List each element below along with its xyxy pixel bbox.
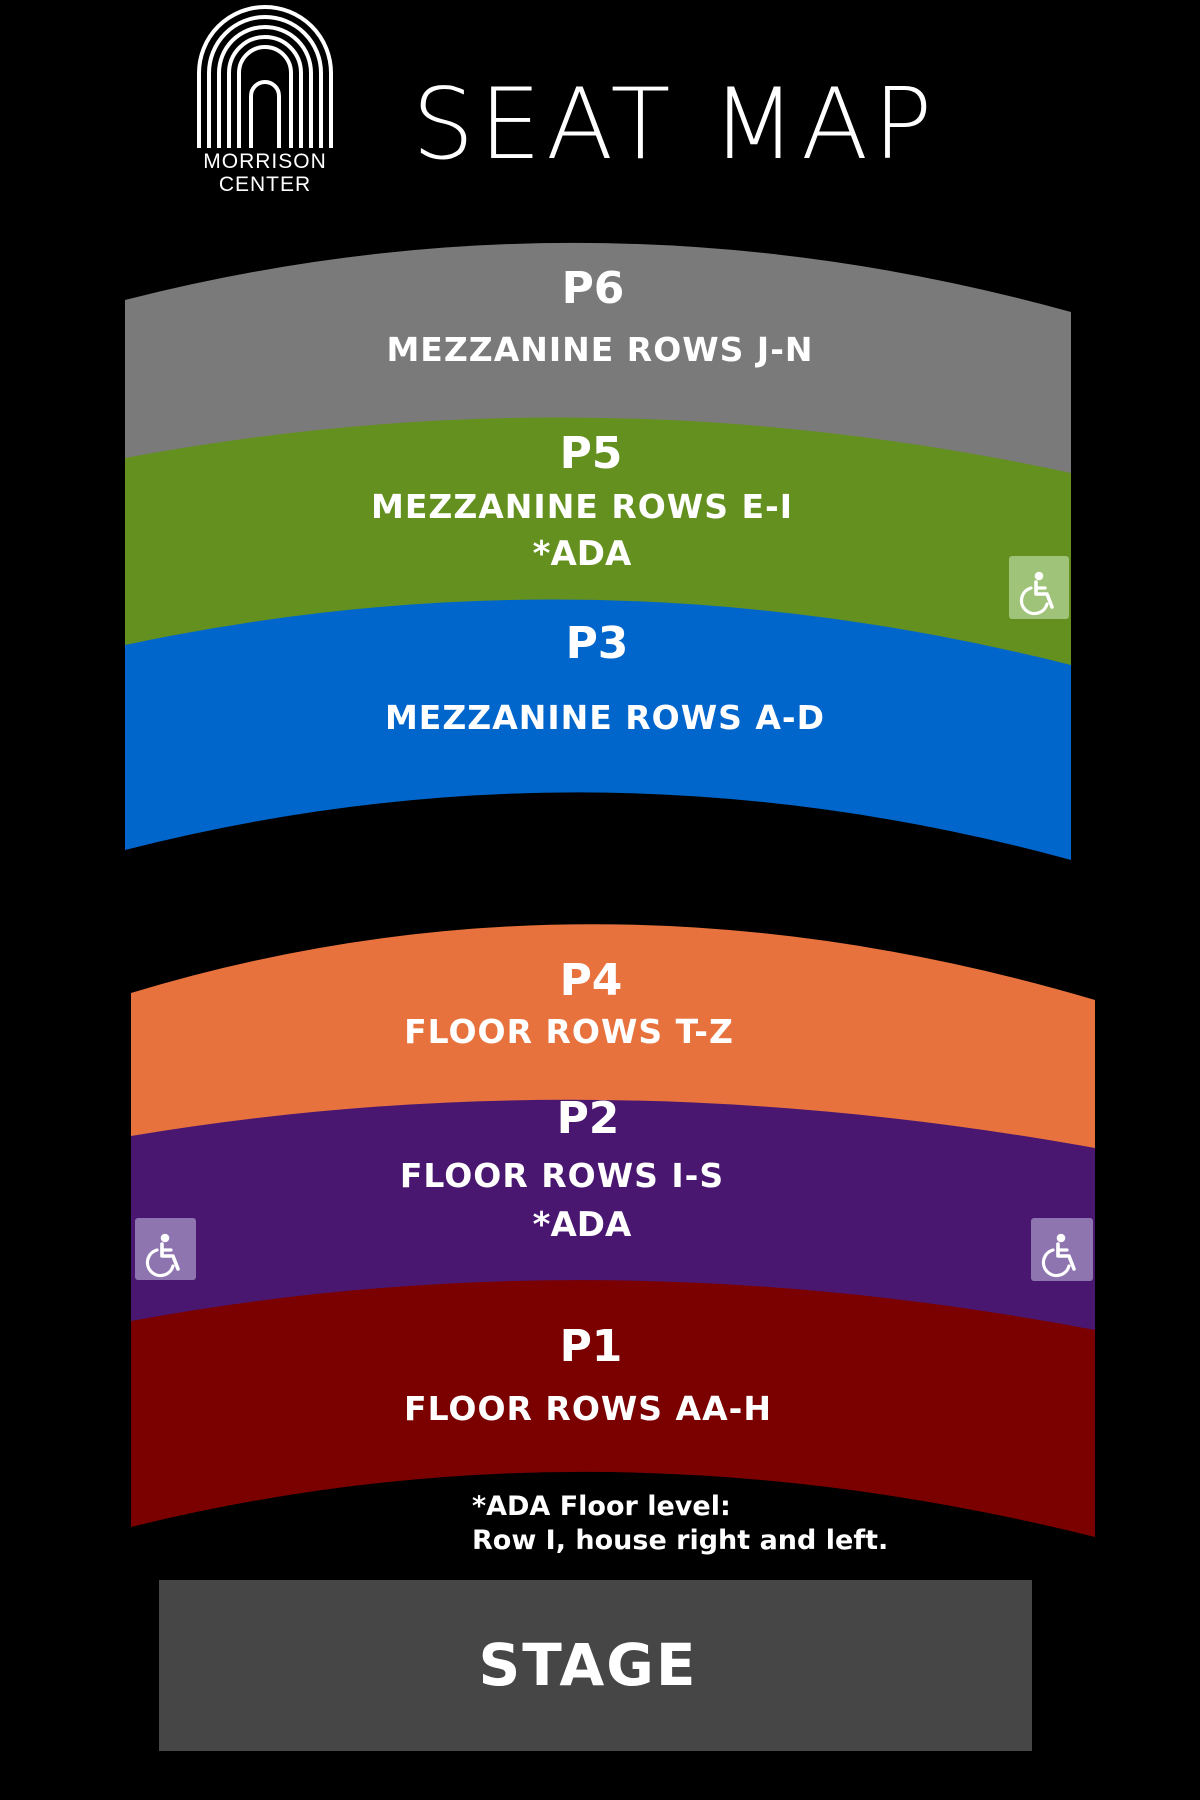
ada-note-line2: Row I, house right and left.: [472, 1525, 889, 1556]
brand-name-line2: CENTER: [218, 173, 312, 196]
stage-label: STAGE: [478, 1631, 698, 1699]
logo-inner-arch: [251, 82, 279, 148]
section-p2-label: FLOOR ROWS I-S: [399, 1156, 725, 1195]
section-p5-label: MEZZANINE ROWS E-I: [371, 487, 793, 526]
morrison-center-logo: [199, 7, 331, 148]
ada-note-line1: *ADA Floor level:: [472, 1491, 731, 1522]
wheelchair-icon: [1009, 556, 1069, 619]
section-p3-code: P3: [565, 618, 629, 669]
page-title: SEAT MAP: [412, 68, 938, 182]
section-p1-code: P1: [559, 1321, 623, 1372]
section-p5-ada: *ADA: [532, 534, 632, 574]
section-p4-code: P4: [559, 955, 623, 1006]
brand-name-line1: MORRISON: [203, 150, 327, 173]
section-p2-code: P2: [556, 1093, 620, 1144]
header: [199, 7, 937, 196]
section-p4-label: FLOOR ROWS T-Z: [404, 1012, 734, 1051]
section-p1-label: FLOOR ROWS AA-H: [404, 1389, 772, 1428]
logo-arch: [239, 47, 291, 148]
section-p6-label: MEZZANINE ROWS J-N: [386, 330, 814, 369]
wheelchair-icon: [135, 1218, 196, 1280]
section-p3-label: MEZZANINE ROWS A-D: [384, 698, 826, 737]
wheelchair-icon: [1031, 1218, 1093, 1281]
section-p2-ada: *ADA: [532, 1205, 632, 1245]
section-p5-code: P5: [559, 428, 623, 479]
section-p6-code: P6: [561, 263, 625, 314]
